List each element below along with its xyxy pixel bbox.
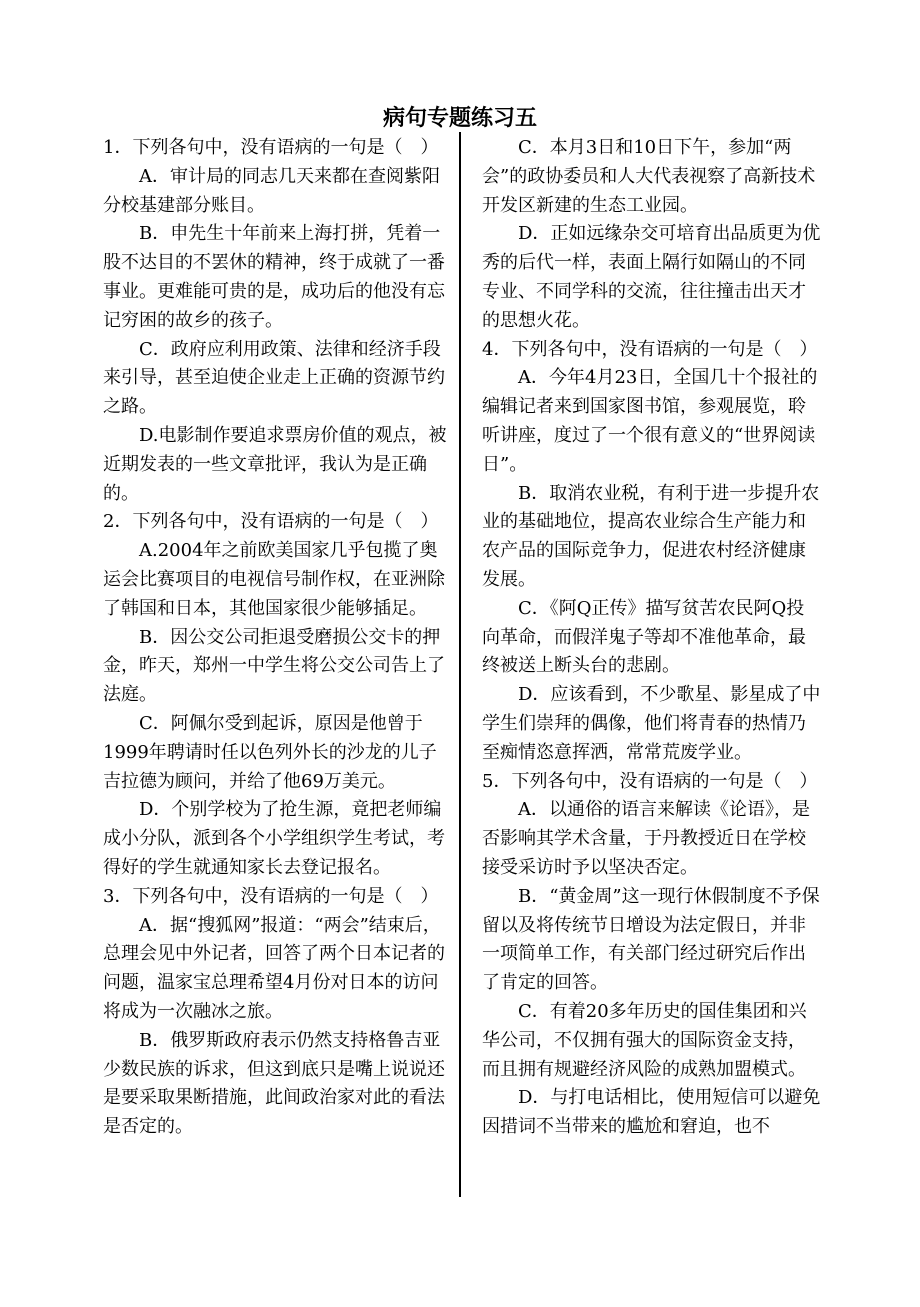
option-5b: B．“黄金周”这一现行休假制度不予保留以及将传统节日增设为法定假日，并非一项简单工作，有关部门经过研究后作出了肯定的回答。 — [482, 885, 820, 994]
option-5c: C．有着20多年历史的国佳集团和兴华公司，不仅拥有强大的国际资金支持，而且拥有规避经济风险的成熟加盟模式。 — [482, 1000, 807, 1080]
question-5: 5．下列各句中，没有语病的一句是（ ） — [482, 770, 818, 792]
left-column — [103, 134, 448, 1142]
option-5a: A．以通俗的语言来解读《论语》，是否影响其学术含量，于丹教授近日在学校接受采访时予以坚决否定。 — [482, 799, 810, 878]
option-1d: D.电影制作要追求票房价值的观点，被近期发表的一些文章批评，我认为是正确的。 — [103, 424, 447, 504]
question-3: 3．下列各句中，没有语病的一句是（ ） — [103, 885, 439, 907]
option-2a: A.2004年之前欧美国家几乎包揽了奥运会比赛项目的电视信号制作权，在亚洲除了韩国和日本，其他国家很少能够插足。 — [103, 540, 445, 619]
page-title: 病句专题练习五 — [382, 106, 537, 131]
question-1: 1．下列各句中，没有语病的一句是（ ） — [103, 137, 439, 158]
option-1a: A．审计局的同志几天来都在查阅紫阳分校基建部分账目。 — [103, 165, 440, 216]
option-1b: B．申先生十年前来上海打拼，凭着一股不达目的不罢休的精神，终于成就了一番事业。更难能可贵的是，成功后的他没有忘记穷困的故乡的孩子。 — [103, 223, 445, 331]
option-4d: D．应该看到，不少歌星、影星成了中学生们崇拜的偶像，他们将青春的热情乃至痴情恣意挥洒，常常荒废学业。 — [482, 684, 821, 763]
option-4c: C．《阿Q正传》描写贫苦农民阿Q投向革命，而假洋鬼子等却不准他革命，最终被送上断头台的悲剧。 — [482, 597, 806, 677]
option-3d: D．正如远缘杂交可培育出品质更为优秀的后代一样，表面上隔行如隔山的不同专业、不同学科的交流，往往撞击出天才的思想火花。 — [482, 223, 821, 331]
right-column — [482, 134, 822, 1142]
option-3b: B．俄罗斯政府表示仍然支持格鲁吉亚少数民族的诉求，但这到底只是嘴上说说还是要采取果断措施，此间政治家对此的看法是否定的。 — [103, 1029, 445, 1138]
option-1c: C．政府应利用政策、法律和经济手段来引导，甚至迫使企业走上正确的资源节约之路。 — [103, 338, 445, 418]
option-4b: B．取消农业税，有利于进一步提升农业的基础地位，提高农业综合生产能力和农产品的国际竞争力，促进农村经济健康发展。 — [482, 482, 820, 590]
option-5d: D．与打电话相比，使用短信可以避免因措词不当带来的尴尬和窘迫，也不 — [482, 1087, 821, 1138]
option-2c: C．阿佩尔受到起诉，原因是他曾于1999年聘请时任以色列外长的沙龙的儿子吉拉德为顾问，并给了他69万美元。 — [103, 712, 437, 792]
question-2: 2．下列各句中，没有语病的一句是（ ） — [103, 511, 439, 533]
option-2b: B．因公交公司拒退受磨损公交卡的押金，昨天，郑州一中学生将公交公司告上了法庭。 — [103, 626, 445, 706]
option-3c: C．本月3日和10日下午，参加“两会”的政协委员和人大代表视察了高新技术开发区新建的生态工业园。 — [482, 137, 816, 216]
option-4a: A．今年4月23日，全国几十个报社的编辑记者来到国家图书馆，参观展览，聆听讲座，度过了一个很有意义的“世界阅读日”。 — [482, 367, 818, 475]
column-divider — [459, 132, 461, 1197]
question-4: 4．下列各句中，没有语病的一句是（ ） — [482, 338, 818, 360]
option-3a: A．据“搜狐网”报道：“两会”结束后，总理会见中外记者，回答了两个日本记者的问题，温家宝总理希望4月份对日本的访问将成为一次融冰之旅。 — [103, 914, 445, 1022]
option-2d: D．个别学校为了抢生源，竟把老师编成小分队，派到各个小学组织学生考试，考得好的学生就通知家长去登记报名。 — [103, 799, 445, 878]
